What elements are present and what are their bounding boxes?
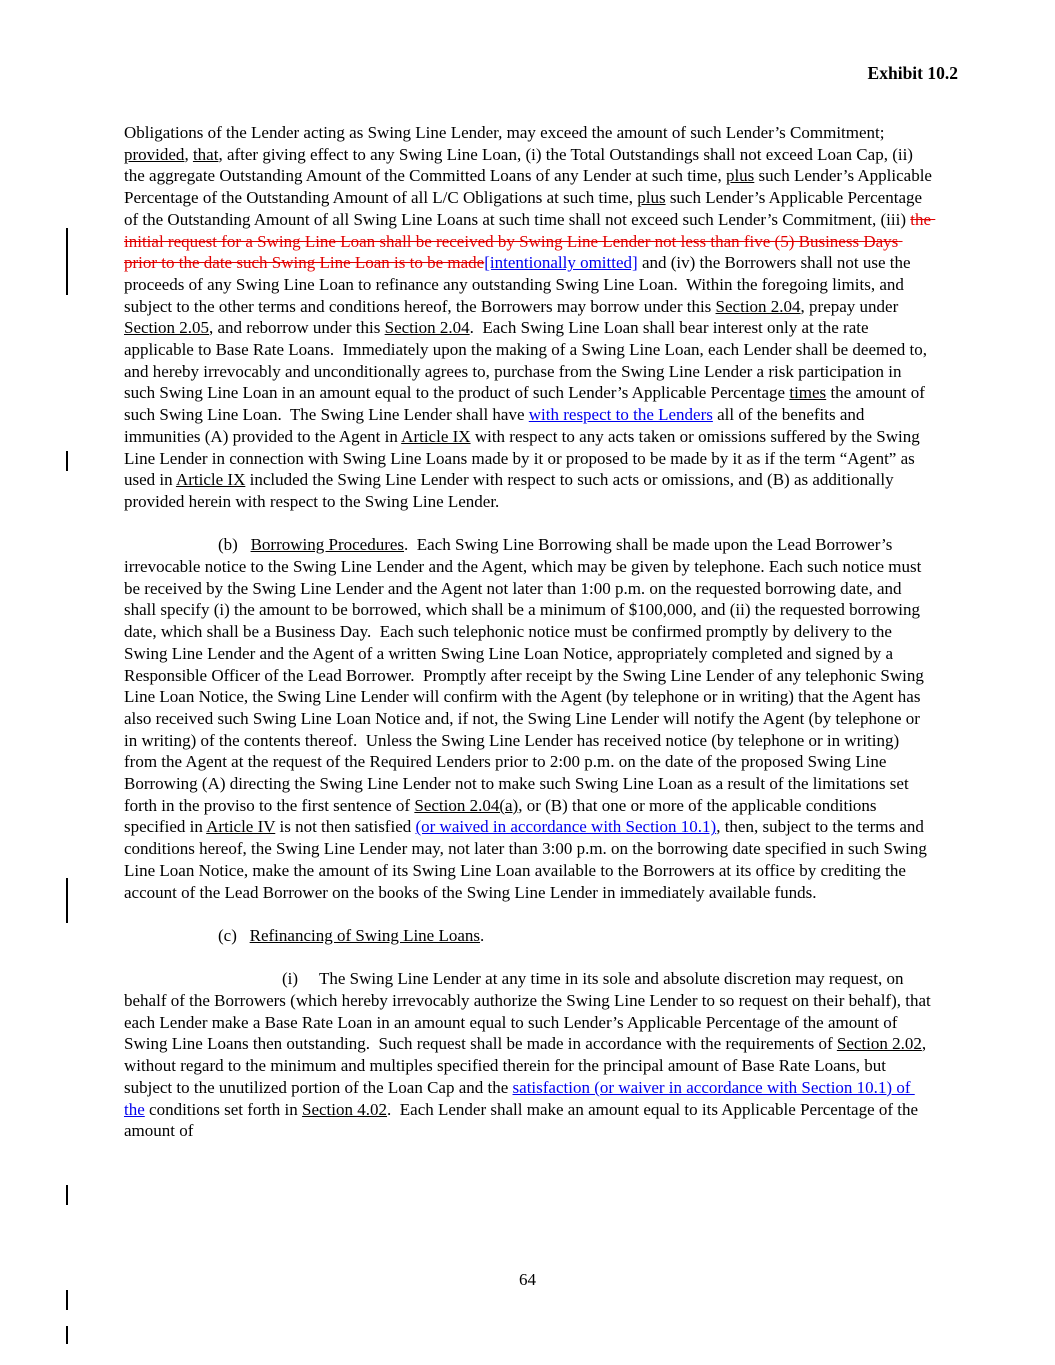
change-bar <box>66 1326 68 1344</box>
underlined-text: plus <box>725 166 755 186</box>
underlined-text: Article IX <box>175 470 246 490</box>
text-run: . <box>480 925 485 945</box>
change-bar <box>66 1185 68 1205</box>
underlined-text: Article IX <box>401 426 471 446</box>
text-run: . Each Swing Line Borrowing shall be made upon the Lead Borrower’s irrevocable notice to the Swing Line Lender and the Agent, which may be given by telephone. Each such notice must be received by the Swing Line Lender and the Agent not later than 1:00 p.m. on the requested borrowing date, and shall specify (i) the amount to be borrowed, which shall be a minimum of $100,000, and (ii) the requested borrowing date, which shall be a Business Day. Each such telephonic notice must be confirmed promptly by delivery to the Swing Line Lender and the Agent of a written Swing Line Loan Notice, appropriately completed and signed by a Responsible Officer of the Lead Borrower. Promptly after receipt by the Swing Line Lender of any telephonic Swing Line Loan Notice, the Swing Line Lender will confirm with the Agent (by telephone or in writing) that the Agent has also received such Swing Line Loan Notice and, if not, the Swing Line Lender will notify the Agent (by telephone or in writing) of the contents thereof. Unless the Swing Line Lender has received notice (by telephone or in writing) from the Agent at the request of the Required Lenders prior to 2:00 p.m. on the date of the proposed Swing Line Borrowing (A) directing the Swing Line Lender not to make such Swing Line Loan as a result of the limitations set forth in the proviso to the first sentence of <box>124 535 929 815</box>
text-run: (i) The Swing Line Lender at any time in its sole and absolute discretion may request, on behalf of the Borrowers (which hereby irrevocably authorize the Swing Line Lender to so request on their behalf), that each Lender make a Base Rate Loan in an amount equal to such Lender’s Applicable Percentage of the amount of Swing Line Loans then outstanding. Such request shall be made in accordance with the requirements of <box>124 969 935 1054</box>
document-body <box>124 122 937 1164</box>
text-run: , without regard to the minimum and multiples specified therein for the principal amount of Base Rate Loans, but subject to the unutilized portion of the Loan Cap and the <box>124 1034 931 1097</box>
text-run: (c) <box>218 925 250 945</box>
underlined-text: that <box>192 144 219 164</box>
text-run: , and reborrow under this <box>209 318 385 338</box>
change-bar <box>66 228 68 295</box>
text-run: and (iv) the Borrowers shall not use the proceeds of any Swing Line Loan to refinance any outstanding Swing Line Loan. Within the foregoing limits, and subject to the other terms and conditions hereof, the Borrowers may borrow under this <box>124 253 915 316</box>
underlined-text: provided <box>124 144 185 164</box>
underlined-text: Section 2.04 <box>384 318 470 338</box>
text-run: conditions set forth in <box>144 1099 303 1119</box>
underlined-text: Borrowing Procedures <box>250 535 405 555</box>
text-run: included the Swing Line Lender with respect to such acts or omissions, and (B) as additionally provided herein with respect to the Swing Line Lender. <box>124 470 898 511</box>
text-run: . Each Lender shall make an amount equal to its Applicable Percentage of the amount of <box>124 1099 923 1141</box>
text-run: , <box>184 144 193 164</box>
change-bar <box>66 1290 68 1310</box>
paragraph-swing-line-limits <box>124 122 937 513</box>
change-bar <box>66 451 68 471</box>
text-run: such Lender’s Applicable Percentage of the Outstanding Amount of all L/C Obligations at such time, <box>124 166 937 208</box>
underlined-text: Article IV <box>206 817 276 837</box>
underlined-text: Section 2.04(a) <box>414 795 519 815</box>
text-run: all of the benefits and immunities (A) provided to the Agent in <box>124 405 869 446</box>
change-bar <box>66 878 68 923</box>
text-run: is not then satisfied <box>275 817 416 837</box>
text-run: such Lender’s Applicable Percentage of the Outstanding Amount of all Swing Line Loans at such time shall not exceed such Lender’s Commitment, (iii) <box>124 188 927 229</box>
paragraph-c-refinancing-heading <box>124 925 932 947</box>
underlined-text: Section 2.04 <box>715 296 801 316</box>
underlined-text: plus <box>637 188 666 208</box>
underlined-text: times <box>789 383 827 403</box>
text-run: , or (B) that one or more of the applicable conditions specified in <box>124 795 881 837</box>
underlined-text: Section 2.05 <box>124 318 209 338</box>
text-run: Obligations of the Lender acting as Swing Line Lender, may exceed the amount of such Lender’s Commitment; <box>124 123 889 142</box>
text-run: . Each Swing Line Loan shall bear interest only at the rate applicable to Base Rate Loans. Immediately upon the making of a Swing Line Loan, each Lender shall be deemed to, and hereby irrevocably and unconditionally agrees to, purchase from the Swing Line Lender a risk participation in such Swing Line Loan in an amount equal to the product of such Lender’s Applicable Percentage <box>124 318 932 403</box>
text-run: , after giving effect to any Swing Line Loan, (i) the Total Outstandings shall not exceed Loan Cap, (ii) the aggregate Outstanding Amount of the Committed Loans of any Lender at such time, <box>124 144 918 186</box>
inserted-text: satisfaction (or waiver in accordance with Section 10.1) of the <box>124 1077 915 1119</box>
inserted-text: (or waived in accordance with Section 10.1) <box>415 817 717 837</box>
underlined-text: Section 2.02 <box>836 1034 922 1054</box>
page-number: 64 <box>519 1270 536 1289</box>
deleted-text: the initial request for a Swing Line Loan shall be received by Swing Line Lender not less than five (5) Business Days prior to the date such Swing Line Loan is to be made <box>124 209 936 273</box>
paragraph-b-borrowing-procedures <box>124 534 932 903</box>
inserted-text: [intentionally omitted] <box>484 253 638 273</box>
underlined-text: Refinancing of Swing Line Loans <box>249 925 481 945</box>
underlined-text: Section 4.02 <box>302 1099 388 1119</box>
text-run: the amount of such Swing Line Loan. The Swing Line Lender shall have <box>124 383 930 425</box>
inserted-text: with respect to the Lenders <box>528 405 713 425</box>
text-run: , then, subject to the terms and conditions hereof, the Swing Line Lender may, not later than 3:00 p.m. on the borrowing date specified in such Swing Line Loan Notice, make the amount of its Swing Line Loan available to the Borrowers at its office by crediting the account of the Lead Borrower on the books of the Swing Line Lender in immediately available funds. <box>124 817 932 902</box>
text-run: with respect to any acts taken or omissions suffered by the Swing Line Lender in connection with Swing Line Loans made by it or proposed to be made by it as if the term “Agent” as used in <box>124 426 924 490</box>
exhibit-label: Exhibit 10.2 <box>867 63 958 83</box>
text-run: (b) <box>218 535 251 555</box>
paragraph-c-i-refinancing-request <box>124 968 935 1142</box>
text-run: , prepay under <box>800 296 903 316</box>
